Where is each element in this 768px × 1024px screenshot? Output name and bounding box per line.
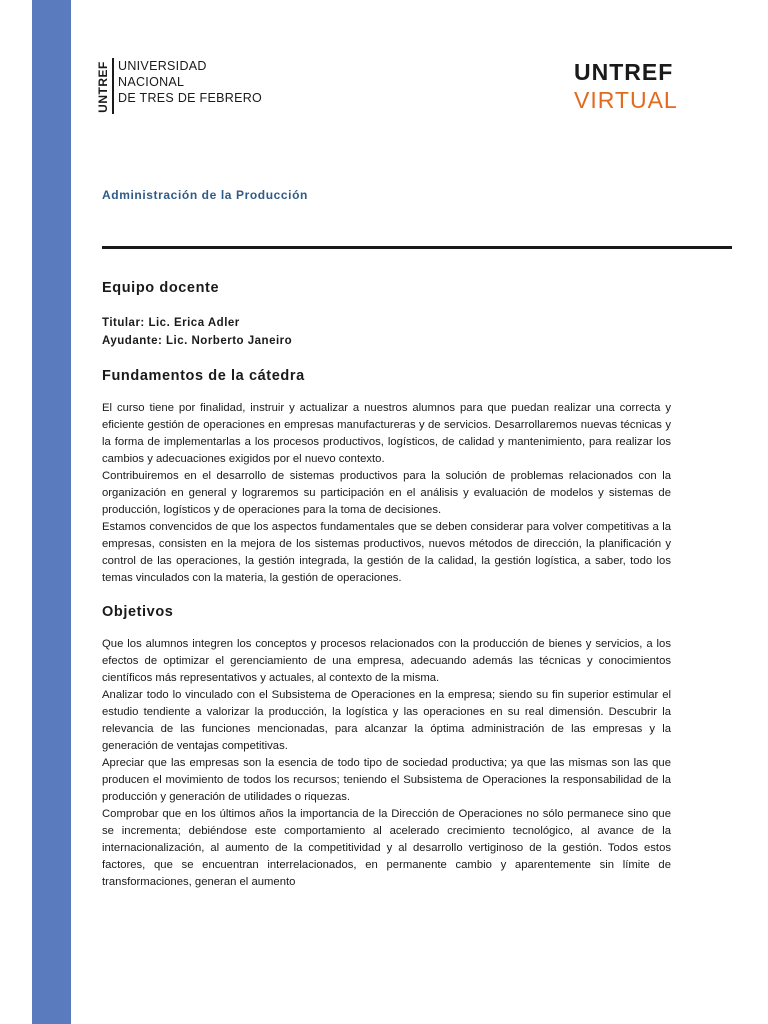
untref-virtual-logo (574, 58, 678, 114)
document-body (102, 280, 671, 891)
header-divider (102, 246, 732, 249)
staff-titular: Titular: Lic. Erica Adler (102, 317, 240, 329)
fundamentos-paragraph-3: Estamos convencidos de que los aspectos fundamentales que se deben considerar para volver competitivas a la empresas, consisten en la mejora de los sistemas productivos, nuevos métodos de dirección, la planificación y control de las operaciones, la gestión integrada, la gestión de la calidad, la gestión logística, a saber, todo los temas vinculados con la materia, la gestión de operaciones. (102, 521, 671, 584)
fundamentos-paragraph-1: El curso tiene por finalidad, instruir y actualizar a nuestros alumnos para que puedan realizar una correcta y eficiente gestión de operaciones en empresas manufactureras y de servicios. Desarrollaremos nuevas técnicas y la forma de implementarlas a los procesos productivos, logísticos, de calidad y mantenimiento, para realizar los cambios y adecuaciones exigidos por el nuevo contexto. (102, 402, 671, 465)
section-heading-equipo: Equipo docente (102, 280, 220, 296)
objetivos-paragraph-2: Analizar todo lo vinculado con el Subsistema de Operaciones en la empresa; siendo su fin superior estimular el estudio tendiente a valorizar la producción, la logística y las operaciones en su real dimensión. Descubrir la relevancia de las funciones mencionadas, para alcanzar la óptima administración de las empresas y la generación de ventajas competitivas. (102, 689, 671, 752)
fundamentos-paragraph-2: Contribuiremos en el desarrollo de sistemas productivos para la solución de problemas relacionados con la organización en general y lograremos su participación en el análisis y evaluación de modelos y sistemas de producción, logísticos y de operaciones para la toma de decisiones. (102, 470, 671, 516)
logo-line-1: UNIVERSIDAD (118, 59, 207, 73)
objetivos-paragraph-3: Apreciar que las empresas son la esencia de todo tipo de sociedad productiva; ya que las mismas son las que producen el movimiento de todos los recursos; teniendo el Subsistema de Operaciones la responsabilidad de la producción y generación de utilidades o riquezas. (102, 757, 671, 803)
logo-vertical-text (96, 58, 110, 116)
staff-list (102, 314, 671, 350)
objetivos-paragraph-4: Comprobar que en los últimos años la importancia de la Dirección de Operaciones no sólo permanece sino que se incrementa; debiéndose este comportamiento al acelerado crecimiento tecnológico, al avance de la internacionalización, al aumento de la competitividad y al desarrollo vertiginoso de la gestión. Todos estos factores, que se encuentran interrelacionados, en permanente cambio y aparentemente sin límite de transformaciones, generan el aumento (102, 808, 671, 888)
fundamentos-text (102, 400, 671, 587)
sidebar-accent-bar (32, 0, 71, 1024)
logo-divider (112, 58, 114, 114)
untref-university-logo (96, 58, 262, 116)
logo-virtual-line-1: UNTREF (574, 59, 674, 85)
section-heading-objetivos: Objetivos (102, 604, 174, 620)
logo-virtual-line-2: VIRTUAL (574, 87, 678, 113)
staff-ayudante: Ayudante: Lic. Norberto Janeiro (102, 335, 293, 347)
section-heading-fundamentos: Fundamentos de la cátedra (102, 368, 305, 384)
logo-vertical-label: UNTREF (96, 61, 110, 113)
objetivos-text (102, 636, 671, 891)
course-title: Administración de la Producción (102, 188, 308, 202)
logo-line-2: NACIONAL (118, 75, 185, 89)
logo-university-name (118, 58, 262, 116)
logo-line-3: DE TRES DE FEBRERO (118, 91, 263, 105)
objetivos-paragraph-1: Que los alumnos integren los conceptos y procesos relacionados con la producción de bienes y servicios, a los efectos de optimizar el gerenciamiento de una empresa, adecuando además las técnicas y conocimientos científicos más representativos y actuales, al contexto de la misma. (102, 638, 671, 684)
